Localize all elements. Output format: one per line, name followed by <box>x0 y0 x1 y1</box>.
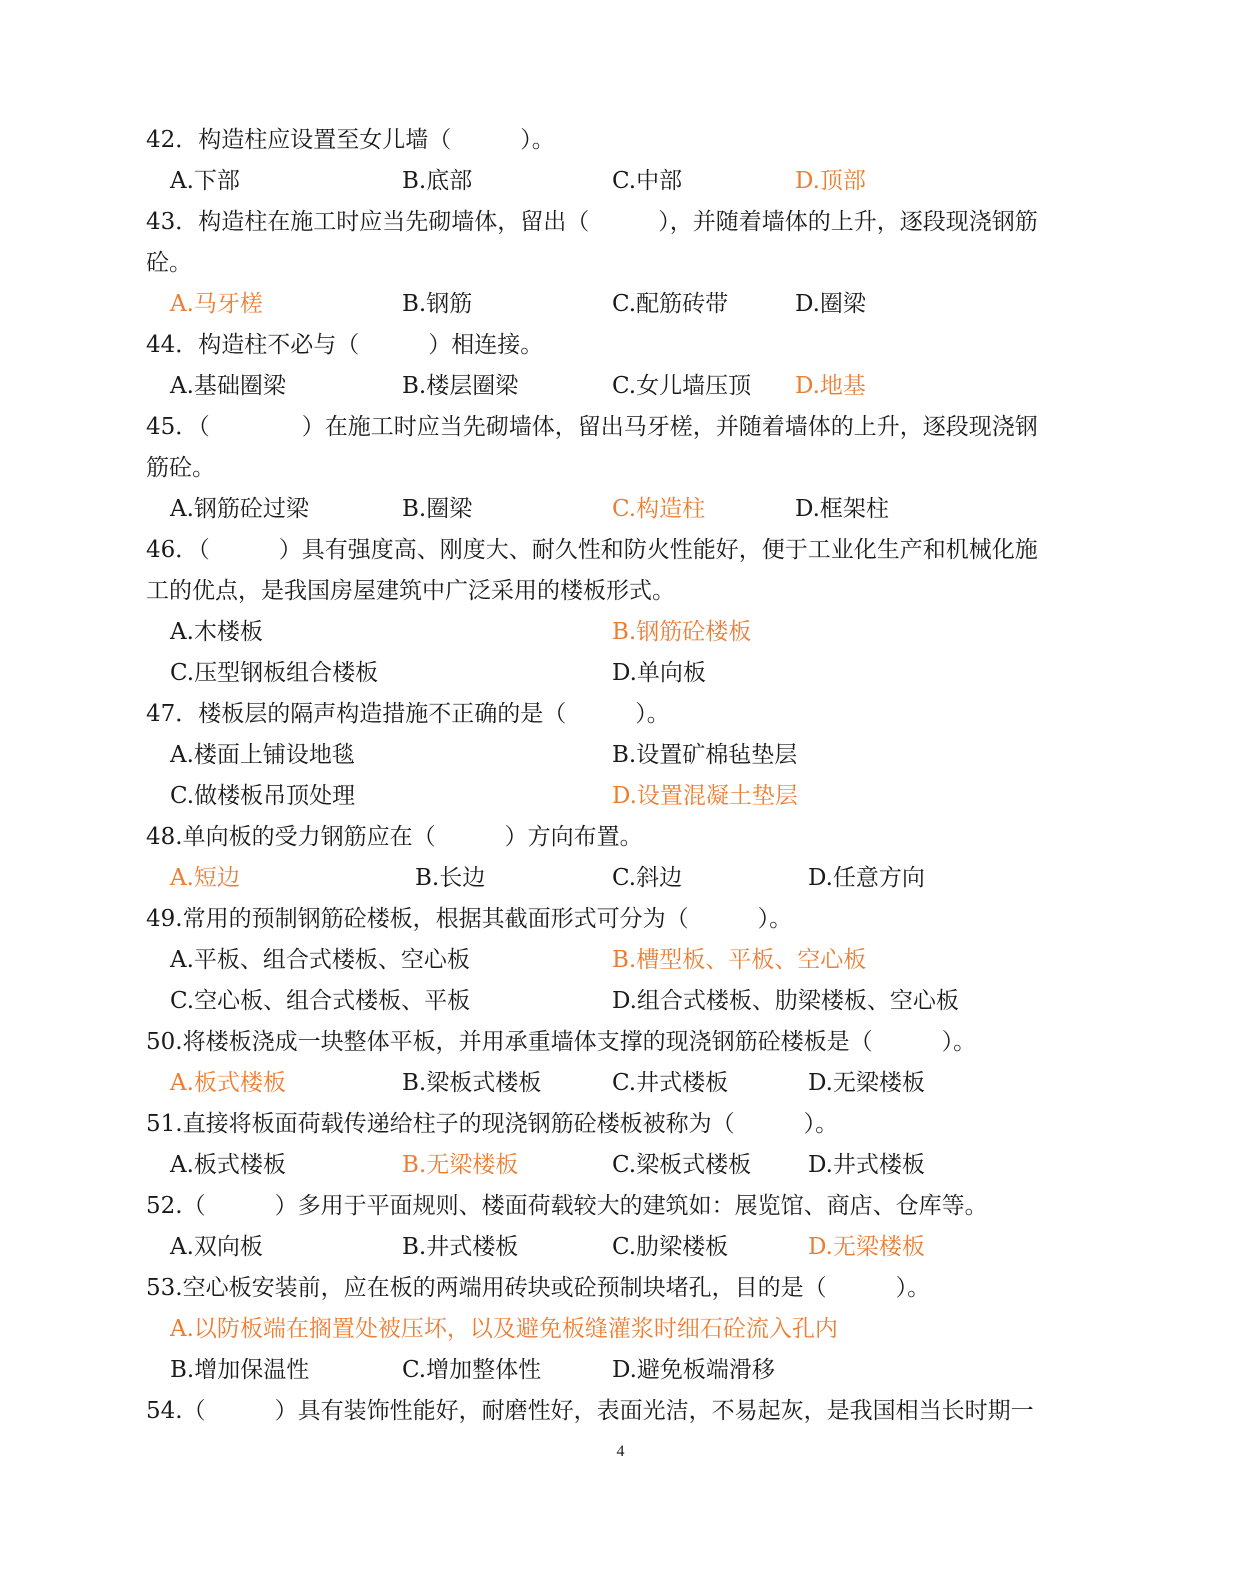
q46-option-b-answer: B.钢筋砼楼板 <box>612 619 752 645</box>
q42-option-a: A.下部 <box>170 168 240 194</box>
q53-option-a-answer: A.以防板端在搁置处被压坏，以及避免板缝灌浆时细石砼流入孔内 <box>170 1316 838 1342</box>
q52-option-a: A.双向板 <box>170 1234 263 1260</box>
q53-option-c: C.增加整体性 <box>402 1357 542 1383</box>
q48-option-d: D.任意方向 <box>808 865 925 891</box>
question-50-stem: 50.将楼板浇成一块整体平板，并用承重墙体支撑的现浇钢筋砼楼板是（ ）。 <box>146 1029 977 1055</box>
q50-option-d: D.无梁楼板 <box>808 1070 925 1096</box>
q51-option-b-answer: B.无梁楼板 <box>402 1152 519 1178</box>
q42-option-d-answer: D.顶部 <box>795 168 866 194</box>
q49-option-c: C.空心板、组合式楼板、平板 <box>170 988 471 1014</box>
question-42-stem: 42．构造柱应设置至女儿墙（ ）。 <box>146 127 555 153</box>
q47-option-b: B.设置矿棉毡垫层 <box>612 742 798 768</box>
q52-option-c: C.肋梁楼板 <box>612 1234 729 1260</box>
question-48-stem: 48.单向板的受力钢筋应在（ ）方向布置。 <box>146 824 643 850</box>
q45-option-c-answer: C.构造柱 <box>612 496 706 522</box>
q44-option-d-answer: D.地基 <box>795 373 866 399</box>
q50-option-b: B.梁板式楼板 <box>402 1070 542 1096</box>
question-44-stem: 44．构造柱不必与（ ）相连接。 <box>146 332 544 358</box>
q51-option-c: C.梁板式楼板 <box>612 1152 752 1178</box>
q42-option-b: B.底部 <box>402 168 473 194</box>
page-number: 4 <box>616 1443 625 1460</box>
q48-option-b: B.长边 <box>415 865 486 891</box>
question-54-stem: 54.（ ）具有装饰性能好，耐磨性好，表面光洁，不易起灰，是我国相当长时期一 <box>146 1398 1034 1424</box>
q45-option-b: B.圈梁 <box>402 496 473 522</box>
q51-option-a: A.板式楼板 <box>170 1152 286 1178</box>
q52-option-b: B.井式楼板 <box>402 1234 519 1260</box>
q44-option-a: A.基础圈梁 <box>170 373 286 399</box>
question-46-stem: 46．（ ）具有强度高、刚度大、耐久性和防火性能好，便于工业化生产和机械化施 <box>146 537 1038 563</box>
q48-option-c: C.斜边 <box>612 865 683 891</box>
question-53-stem: 53.空心板安装前，应在板的两端用砖块或砼预制块堵孔，目的是（ ）。 <box>146 1275 931 1301</box>
q49-option-d: D.组合式楼板、肋梁楼板、空心板 <box>612 988 959 1014</box>
q46-option-c: C.压型钢板组合楼板 <box>170 660 379 686</box>
question-47-stem: 47．楼板层的隔声构造措施不正确的是（ ）。 <box>146 701 670 727</box>
q43-option-d: D.圈梁 <box>795 291 866 317</box>
question-52-stem: 52.（ ）多用于平面规则、楼面荷载较大的建筑如：展览馆、商店、仓库等。 <box>146 1193 988 1219</box>
q43-option-b: B.钢筋 <box>402 291 473 317</box>
q51-option-d: D.井式楼板 <box>808 1152 925 1178</box>
q53-option-d: D.避免板端滑移 <box>612 1357 775 1383</box>
q45-option-a: A.钢筋砼过梁 <box>170 496 309 522</box>
q46-option-a: A.木楼板 <box>170 619 263 645</box>
q53-option-b: B.增加保温性 <box>170 1357 310 1383</box>
q48-option-a-answer: A.短边 <box>170 865 240 891</box>
q49-option-a: A.平板、组合式楼板、空心板 <box>170 947 470 973</box>
q52-option-d-answer: D.无梁楼板 <box>808 1234 925 1260</box>
q42-option-c: C.中部 <box>612 168 683 194</box>
question-43-stem-cont: 砼。 <box>146 250 192 276</box>
question-46-stem-cont: 工的优点，是我国房屋建筑中广泛采用的楼板形式。 <box>146 578 675 604</box>
q47-option-c: C.做楼板吊顶处理 <box>170 783 356 809</box>
q49-option-b-answer: B.槽型板、平板、空心板 <box>612 947 867 973</box>
question-43-stem: 43．构造柱在施工时应当先砌墙体，留出（ ），并随着墙体的上升，逐段现浇钢筋 <box>146 209 1038 235</box>
q47-option-d-answer: D.设置混凝土垫层 <box>612 783 798 809</box>
q44-option-b: B.楼层圈梁 <box>402 373 519 399</box>
q47-option-a: A.楼面上铺设地毯 <box>170 742 355 768</box>
q50-option-c: C.井式楼板 <box>612 1070 729 1096</box>
question-51-stem: 51.直接将板面荷载传递给柱子的现浇钢筋砼楼板被称为（ ）。 <box>146 1111 839 1137</box>
question-45-stem-cont: 筋砼。 <box>146 455 215 481</box>
q46-option-d: D.单向板 <box>612 660 706 686</box>
q43-option-c: C.配筋砖带 <box>612 291 729 317</box>
q43-option-a-answer: A.马牙槎 <box>170 291 263 317</box>
question-49-stem: 49.常用的预制钢筋砼楼板，根据其截面形式可分为（ ）。 <box>146 906 793 932</box>
q44-option-c: C.女儿墙压顶 <box>612 373 752 399</box>
q45-option-d: D.框架柱 <box>795 496 889 522</box>
question-45-stem: 45．（ ）在施工时应当先砌墙体，留出马牙槎，并随着墙体的上升，逐段现浇钢 <box>146 414 1038 440</box>
q50-option-a-answer: A.板式楼板 <box>170 1070 286 1096</box>
